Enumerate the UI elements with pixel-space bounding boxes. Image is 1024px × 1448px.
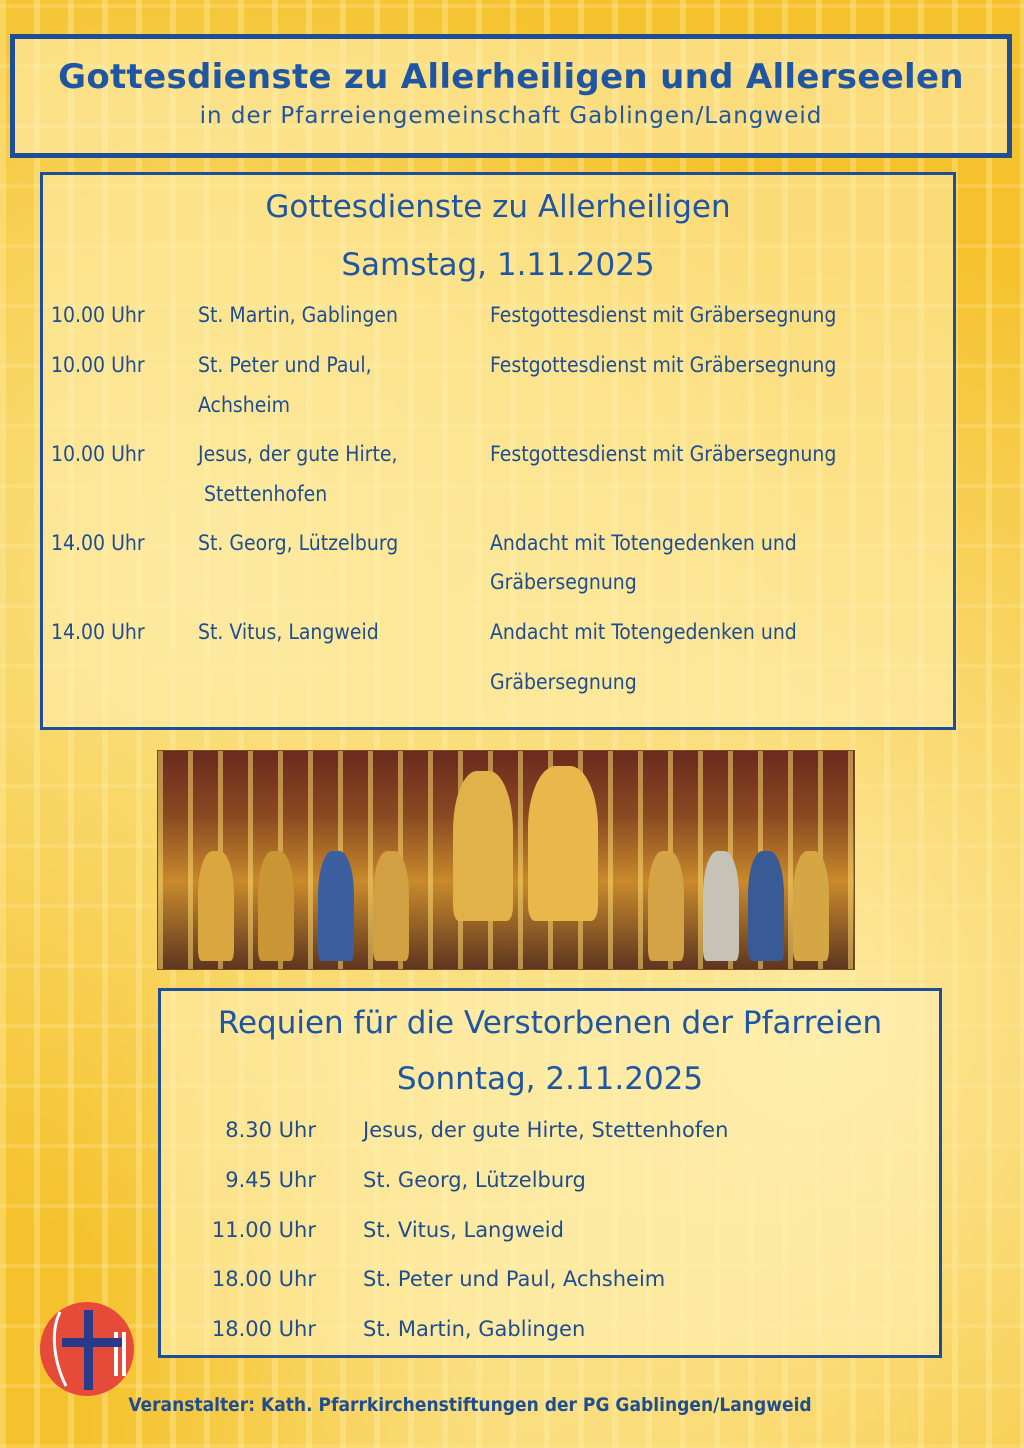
- service-description: Festgottesdienst mit Gräbersegnung: [490, 353, 837, 377]
- requiem-heading: Requien für die Verstorbenen der Pfarreien: [217, 1005, 883, 1041]
- service-description: Andacht mit Totengedenken und: [490, 620, 797, 644]
- page-title: Gottesdienste zu Allerheiligen und Allerseelen: [58, 57, 964, 97]
- requiem-time: 9.45 Uhr: [225, 1168, 316, 1192]
- service-place: St. Peter und Paul,: [198, 353, 372, 377]
- service-description: Festgottesdienst mit Gräbersegnung: [490, 303, 837, 327]
- service-place: Jesus, der gute Hirte,: [198, 442, 398, 466]
- saint-figure: [648, 851, 684, 961]
- requiem-box: [158, 988, 942, 1358]
- requiem-place: Jesus, der gute Hirte, Stettenhofen: [363, 1118, 729, 1142]
- saint-figure: [258, 851, 294, 961]
- mary-figure: [453, 771, 513, 921]
- service-description: Andacht mit Totengedenken und: [490, 531, 797, 555]
- requiem-place: St. Vitus, Langweid: [363, 1218, 564, 1242]
- service-place: St. Martin, Gablingen: [198, 303, 398, 327]
- service-time: 10.00 Uhr: [51, 303, 145, 327]
- allerheiligen-box: [40, 172, 956, 730]
- service-place-line2: Stettenhofen: [204, 482, 328, 506]
- requiem-place: St. Martin, Gablingen: [363, 1317, 586, 1341]
- requiem-time: 18.00 Uhr: [211, 1317, 316, 1341]
- service-time: 10.00 Uhr: [51, 442, 145, 466]
- service-description-line2: Gräbersegnung: [490, 570, 637, 594]
- header-box: [10, 34, 1012, 158]
- requiem-time: 8.30 Uhr: [225, 1118, 316, 1142]
- saint-figure: [748, 851, 784, 961]
- service-place: St. Vitus, Langweid: [198, 620, 379, 644]
- saint-figure: [318, 851, 354, 961]
- requiem-date: Sonntag, 2.11.2025: [396, 1061, 704, 1097]
- allerheiligen-date: Samstag, 1.11.2025: [341, 247, 655, 283]
- altar-photo: [157, 750, 855, 970]
- parish-cross-logo-icon: [40, 1302, 134, 1396]
- service-time: 10.00 Uhr: [51, 353, 145, 377]
- service-time: 14.00 Uhr: [51, 531, 145, 555]
- service-time: 14.00 Uhr: [51, 620, 145, 644]
- saint-figure: [793, 851, 829, 961]
- requiem-place: St. Peter und Paul, Achsheim: [363, 1267, 666, 1291]
- saint-figure: [373, 851, 409, 961]
- service-place-line2: Achsheim: [198, 393, 291, 417]
- service-description-line2: Gräbersegnung: [490, 670, 637, 694]
- requiem-place: St. Georg, Lützelburg: [363, 1168, 586, 1192]
- saint-figure: [198, 851, 234, 961]
- christ-figure: [528, 766, 598, 921]
- saint-figure: [703, 851, 739, 961]
- organizer-footer: Veranstalter: Kath. Pfarrkirchenstiftungen der PG Gablingen/Langweid: [128, 1394, 812, 1416]
- service-place: St. Georg, Lützelburg: [198, 531, 399, 555]
- allerheiligen-heading: Gottesdienste zu Allerheiligen: [265, 189, 731, 225]
- requiem-time: 18.00 Uhr: [211, 1267, 316, 1291]
- page-subtitle: in der Pfarreiengemeinschaft Gablingen/Langweid: [199, 103, 823, 129]
- logo-graphic: [40, 1302, 134, 1396]
- requiem-time: 11.00 Uhr: [211, 1218, 316, 1242]
- service-description: Festgottesdienst mit Gräbersegnung: [490, 442, 837, 466]
